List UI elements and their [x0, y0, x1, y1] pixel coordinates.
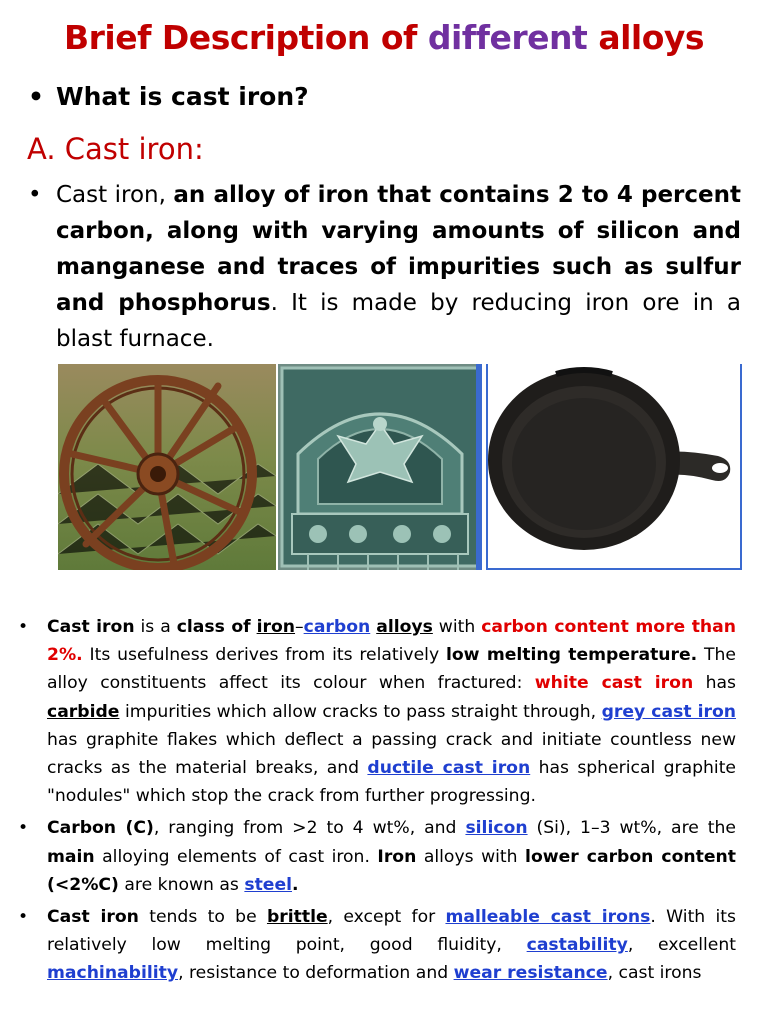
bullet-dot: •	[18, 907, 29, 928]
text: The alloy constituents affect its colour when fractured:	[47, 645, 736, 694]
intro-rest: . It is made by reducing iron ore in a blast furnace.	[56, 290, 741, 352]
text: , ranging from >2 to 4 wt%, and	[153, 818, 466, 839]
iron-term: iron	[256, 617, 296, 637]
text: . With its relatively low melting point, good fluidity,	[47, 907, 736, 956]
question	[28, 82, 309, 111]
text: tends to be	[138, 907, 267, 928]
silicon-link[interactable]: silicon	[465, 818, 528, 839]
text: , excellent	[627, 935, 736, 956]
text: has	[693, 673, 737, 694]
bullet-dot: •	[28, 182, 42, 208]
list-item	[18, 613, 736, 810]
steel-link[interactable]: steel	[244, 874, 293, 895]
text: lower carbon content (<2%C)	[47, 846, 736, 895]
intro-lead: Cast iron,	[56, 182, 174, 208]
title-part-3: alloys	[587, 18, 705, 57]
text: are known as	[118, 874, 245, 895]
alloys-term: alloys	[376, 617, 433, 637]
text: Cast iron	[47, 617, 135, 637]
question-text: What is cast iron?	[56, 82, 309, 111]
text: Cast iron	[47, 907, 139, 928]
carbon-link[interactable]: carbon	[303, 617, 371, 637]
brittle-term: brittle	[266, 907, 328, 928]
title-part-1: Brief Description of	[63, 18, 428, 57]
highlight-text: carbon content more than 2%.	[47, 617, 736, 666]
bullet-dot: •	[18, 617, 29, 637]
text: Iron	[377, 846, 417, 867]
details-list	[18, 613, 736, 992]
gate-photo	[278, 364, 482, 570]
title-part-2: different	[427, 18, 588, 57]
page-title	[0, 18, 768, 57]
skillet-photo	[486, 364, 742, 570]
text: class of	[176, 617, 251, 637]
wheel-photo	[58, 364, 276, 570]
bullet-dot: •	[18, 818, 29, 839]
section-heading: A. Cast iron:	[27, 132, 204, 166]
grey-cast-iron-link[interactable]: grey cast iron	[601, 701, 736, 722]
malleable-cast-irons-link[interactable]: malleable cast irons	[445, 907, 651, 928]
list-item	[18, 903, 736, 988]
list-item	[18, 814, 736, 899]
text: alloying elements of cast iron.	[94, 846, 378, 867]
ductile-cast-iron-link[interactable]: ductile cast iron	[367, 758, 531, 779]
text: (Si), 1–3 wt%, are the	[527, 818, 737, 839]
text: –	[295, 617, 304, 637]
text: main	[47, 846, 95, 867]
text: is a	[134, 617, 177, 637]
text: has graphite flakes which deflect a passing crack and initiate countless new cracks as the material breaks, and	[47, 729, 736, 779]
text: .	[292, 874, 299, 895]
bullet-dot: •	[28, 82, 44, 111]
text: low melting temperature.	[445, 645, 698, 666]
intro-bold: an alloy of iron that contains 2 to 4 percent carbon, along with varying amounts of silicon and manganese and traces of impurities such as sulfur and phosphorus	[56, 182, 742, 316]
machinability-link[interactable]: machinability	[47, 963, 179, 984]
highlight-text: white cast iron	[534, 673, 694, 694]
wear-resistance-link[interactable]: wear resistance	[453, 963, 608, 984]
text: alloys with	[416, 846, 526, 867]
carbide-term: carbide	[47, 701, 120, 722]
text: , resistance to deformation and	[178, 963, 454, 984]
text: impurities which allow cracks to pass straight through,	[119, 701, 602, 722]
text: Its usefulness derives from its relatively	[82, 645, 446, 666]
text: with	[432, 617, 482, 637]
text: has spherical graphite "nodules" which stop the crack from further progressing.	[47, 758, 737, 807]
text: , except for	[327, 907, 446, 928]
castability-link[interactable]: castability	[526, 935, 628, 956]
text: Carbon (C)	[47, 818, 154, 839]
text: , cast irons	[607, 963, 702, 984]
